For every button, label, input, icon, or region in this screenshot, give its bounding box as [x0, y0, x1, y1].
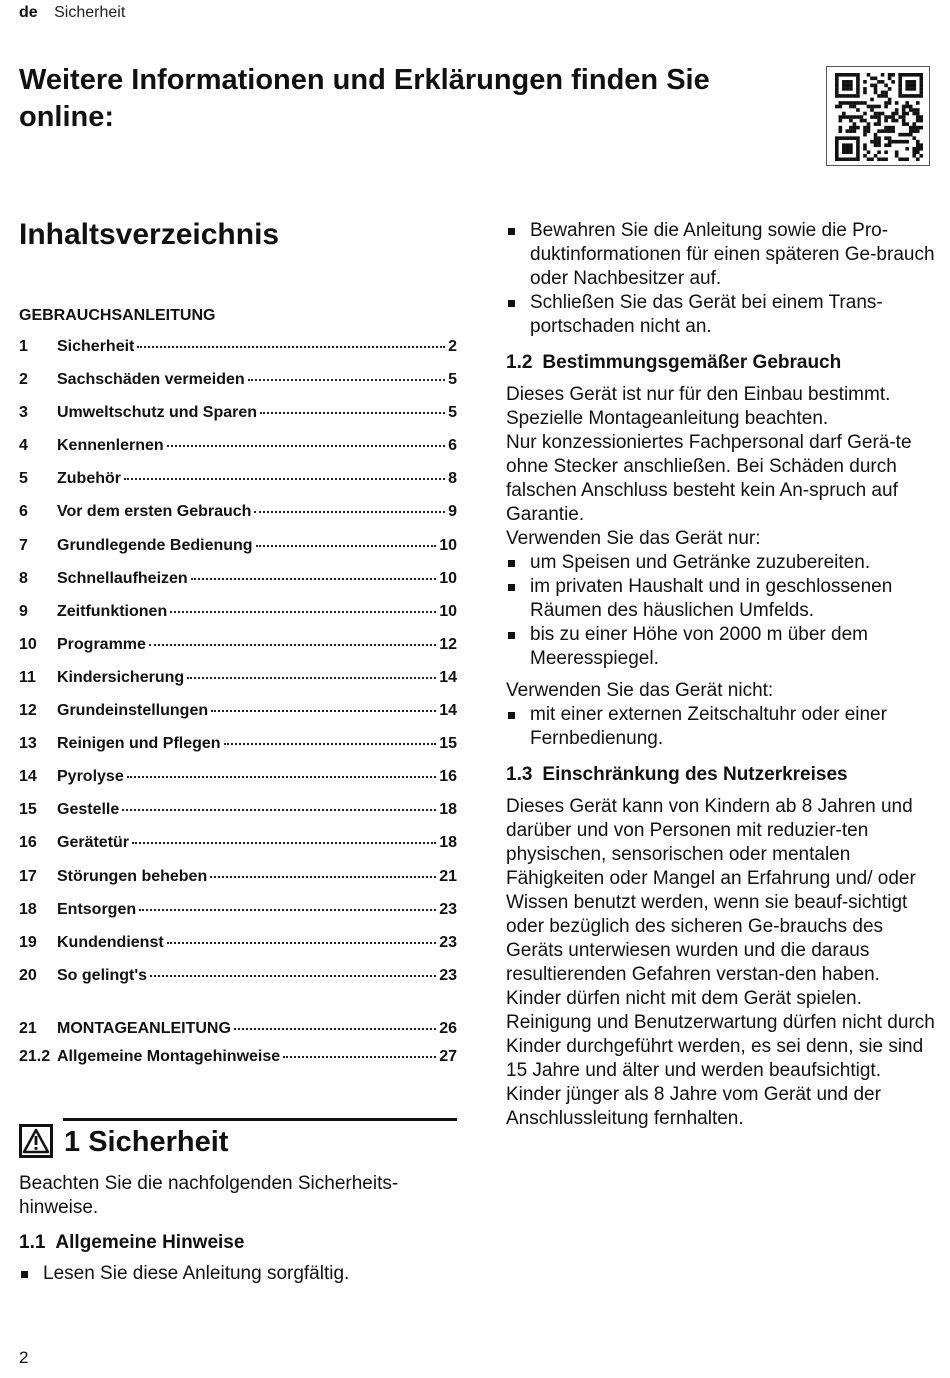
toc-entry-page: 18 [439, 834, 457, 852]
toc-entry-page: 14 [439, 702, 457, 720]
toc-entry-number: 8 [19, 569, 28, 587]
toc-entry[interactable] [19, 768, 457, 801]
toc-leader-dots [191, 578, 437, 580]
toc-entry-page: 8 [448, 470, 457, 488]
toc-entry-title: Entsorgen [57, 900, 137, 918]
toc-entry-title: Sachschäden vermeiden [57, 371, 245, 389]
toc-leader-dots [150, 975, 436, 977]
toc-entry-title: Vor dem ersten Gebrauch [57, 503, 252, 521]
page-number: 2 [19, 1348, 29, 1367]
toc-leader-dots [187, 677, 436, 679]
toc-entry-number: 15 [19, 801, 37, 819]
list-item: bis zu einer Höhe von 2000 m über dem Meeresspiegel. [506, 623, 940, 671]
toc-entry-title: Programme [57, 635, 146, 653]
header-section: Sicherheit [54, 4, 126, 21]
toc-entry-title: MONTAGEANLEITUNG [57, 1020, 231, 1037]
toc-list [19, 338, 457, 1000]
toc-entry[interactable] [19, 801, 457, 834]
subheading-einschraenkung-nutzerkreis [506, 763, 940, 787]
toc-entry-number: 12 [19, 702, 37, 720]
toc-entry-page: 9 [448, 503, 457, 521]
toc-leader-dots [170, 611, 436, 613]
toc-entry-number: 3 [19, 404, 28, 422]
toc-entry-title: Grundeinstellungen [57, 702, 209, 720]
toc-subheading: GEBRAUCHSANLEITUNG [19, 307, 216, 324]
toc-entry-number: 11 [19, 668, 36, 686]
toc-entry-number: 9 [19, 602, 28, 620]
subheading-number: 1.1 [19, 1232, 46, 1253]
paragraph: Kinder jünger als 8 Jahre vom Gerät und der Anschlussleitung fernhalten. [506, 1084, 881, 1129]
section-heading-sicherheit [64, 1126, 228, 1159]
list-item: Schließen Sie das Gerät bei einem Trans-portschaden nicht an. [506, 291, 940, 339]
toc-entry-number: 20 [19, 966, 37, 984]
section-number: 1 [64, 1126, 81, 1158]
toc-entry-number: 7 [19, 536, 28, 554]
toc-leader-dots [224, 743, 437, 745]
toc-entry[interactable] [19, 735, 457, 768]
toc-entry[interactable] [19, 702, 457, 735]
toc-list-montage [19, 1020, 457, 1076]
subheading-title: Bestimmungsgemäßer Gebrauch [542, 352, 842, 373]
subheading-number: 1.2 [506, 352, 533, 373]
toc-entry[interactable] [19, 1020, 457, 1048]
toc-entry[interactable] [19, 537, 457, 570]
toc-entry-number: 21.2 [19, 1048, 51, 1065]
toc-entry-number: 14 [19, 768, 37, 786]
toc-entry-title: Sicherheit [57, 338, 135, 355]
toc-leader-dots [211, 710, 436, 712]
toc-leader-dots [256, 545, 437, 547]
toc-entry-title: Zubehör [57, 470, 121, 488]
paragraph: Reinigung und Benutzerwartung dürfen nicht durch Kinder durchgeführt werden, es sei denn, sie sind 15 Jahre und älter und werden beaufsichtigt. [506, 1012, 935, 1081]
toc-entry-page: 23 [439, 900, 457, 918]
toc-leader-dots [260, 412, 445, 414]
toc-entry-title: Schnellaufheizen [57, 569, 188, 587]
toc-entry[interactable] [19, 503, 457, 536]
toc-entry-page: 23 [439, 933, 457, 951]
toc-entry[interactable] [19, 868, 457, 901]
toc-entry-number: 4 [19, 437, 28, 455]
toc-entry-page: 14 [439, 668, 457, 686]
toc-leader-dots [254, 511, 445, 513]
toc-entry[interactable] [19, 338, 457, 371]
paragraph: Verwenden Sie das Gerät nur: [506, 528, 761, 549]
toc-entry-title: Grundlegende Bedienung [57, 536, 253, 554]
paragraph: Kinder dürfen nicht mit dem Gerät spielen. [506, 988, 862, 1009]
toc-entry-number: 6 [19, 503, 28, 521]
subheading-title: Allgemeine Hinweise [55, 1232, 245, 1253]
toc-entry-number: 21 [19, 1020, 37, 1037]
toc-leader-dots [210, 876, 436, 878]
toc-entry[interactable] [19, 669, 457, 702]
toc-entry-page: 5 [448, 371, 457, 389]
toc-entry-number: 10 [19, 635, 37, 653]
toc-entry-page: 21 [439, 867, 457, 885]
paragraph: Verwenden Sie das Gerät nicht: [506, 680, 774, 701]
toc-entry-number: 16 [19, 834, 37, 852]
toc-entry-page: 15 [439, 735, 457, 753]
paragraph: Nur konzessioniertes Fachpersonal darf Gerä-te ohne Stecker anschließen. Bei Schäden durch falschen Anschluss besteht kein An-spruch auf Garantie. [506, 432, 912, 525]
paragraph: Dieses Gerät ist nur für den Einbau bestimmt. Spezielle Montageanleitung beachten. [506, 384, 891, 429]
toc-entry-page: 12 [439, 635, 457, 653]
list-item: Lesen Sie diese Anleitung sorgfältig. [19, 1262, 459, 1286]
toc-entry-number: 13 [19, 735, 37, 753]
toc-leader-dots [167, 942, 437, 944]
toc-entry[interactable] [19, 1048, 457, 1076]
toc-entry[interactable] [19, 603, 457, 636]
toc-entry-number: 1 [19, 338, 28, 355]
toc-entry-page: 23 [439, 966, 457, 984]
toc-entry-number: 17 [19, 867, 37, 885]
toc-entry[interactable] [19, 437, 457, 470]
running-header [19, 4, 125, 22]
toc-leader-dots [248, 379, 445, 381]
toc-entry[interactable] [19, 901, 457, 934]
toc-entry-number: 5 [19, 470, 28, 488]
toc-entry-page: 18 [439, 801, 457, 819]
toc-leader-dots [234, 1028, 436, 1030]
list-item: mit einer externen Zeitschaltuhr oder einer Fernbedienung. [506, 703, 940, 751]
toc-entry-number: 19 [19, 933, 37, 951]
warning-icon [19, 1124, 53, 1158]
toc-entry-title: Gerätetür [57, 834, 130, 852]
toc-entry-title: Störungen beheben [57, 867, 208, 885]
toc-entry-title: Kindersicherung [57, 668, 185, 686]
right-column [506, 219, 940, 1131]
toc-entry-page: 10 [439, 569, 457, 587]
subheading-bestimmungsgemaesser-gebrauch [506, 351, 940, 375]
subheading-number: 1.3 [506, 764, 533, 785]
subheading-allgemeine-hinweise [19, 1232, 244, 1254]
toc-entry-title: Umweltschutz und Sparen [57, 404, 258, 422]
toc-leader-dots [132, 842, 436, 844]
section-title: Sicherheit [88, 1126, 229, 1158]
toc-entry-title: So gelingt's [57, 966, 148, 984]
toc-leader-dots [137, 346, 445, 348]
toc-leader-dots [124, 478, 445, 480]
toc-entry[interactable] [19, 834, 457, 867]
toc-leader-dots [127, 776, 436, 778]
bullet-list-left [19, 1262, 459, 1286]
toc-entry-page: 2 [448, 338, 457, 355]
toc-entry-number: 18 [19, 900, 37, 918]
toc-entry[interactable] [19, 934, 457, 967]
toc-entry-title: Kundendienst [57, 933, 164, 951]
list-item: um Speisen und Getränke zuzubereiten. [506, 551, 940, 575]
toc-entry-title: Zeitfunktionen [57, 602, 168, 620]
language-code: de [19, 4, 38, 21]
toc-entry[interactable] [19, 570, 457, 603]
qr-code[interactable] [826, 66, 930, 166]
toc-entry-page: 10 [439, 536, 457, 554]
main-title: Weitere Informationen und Erklärungen finden Sie online: [19, 64, 710, 133]
list-item: im privaten Haushalt und in geschlossenen Räumen des häuslichen Umfelds. [506, 575, 940, 623]
toc-entry-title: Gestelle [57, 801, 120, 819]
qr-code-icon [835, 73, 923, 161]
toc-entry[interactable] [19, 371, 457, 404]
section-rule [63, 1118, 457, 1121]
toc-leader-dots [283, 1056, 436, 1058]
toc-entry-title: Reinigen und Pflegen [57, 735, 221, 753]
toc-entry-page: 26 [439, 1020, 457, 1037]
toc-entry-page: 27 [439, 1048, 457, 1065]
toc-entry-page: 10 [439, 602, 457, 620]
paragraph: Dieses Gerät kann von Kindern ab 8 Jahren und darüber und von Personen mit reduzier-ten physischen, sensorischen oder mentalen Fähigkeiten oder Mangel an Erfahrung und/ oder Wissen benutzt werden, wenn sie beauf-sichtigt oder bezüglich des sicheren Ge-brauchs des Geräts unterwiesen wurden und die daraus resultierenden Gefahren verstan-den haben. [506, 796, 916, 985]
toc-entry-page: 6 [448, 437, 457, 455]
toc-entry-page: 5 [448, 404, 457, 422]
toc-entry-title: Pyrolyse [57, 768, 124, 786]
subheading-title: Einschränkung des Nutzerkreises [542, 764, 848, 785]
toc-entry-title: Allgemeine Montagehinweise [57, 1048, 281, 1065]
list-item: Bewahren Sie die Anleitung sowie die Pro-duktinformationen für einen späteren Ge-brauch oder Nachbesitzer auf. [506, 219, 940, 291]
toc-heading: Inhaltsverzeichnis [19, 218, 280, 251]
toc-leader-dots [167, 445, 445, 447]
toc-leader-dots [139, 909, 436, 911]
toc-entry[interactable] [19, 470, 457, 503]
toc-entry-page: 16 [439, 768, 457, 786]
toc-entry-number: 2 [19, 371, 28, 389]
toc-entry[interactable] [19, 636, 457, 669]
toc-entry[interactable] [19, 404, 457, 437]
toc-entry[interactable] [19, 967, 457, 1000]
section-intro: Beachten Sie die nachfolgenden Sicherheits-hinweise. [19, 1173, 399, 1218]
toc-leader-dots [149, 644, 436, 646]
toc-entry-title: Kennenlernen [57, 437, 164, 455]
toc-leader-dots [122, 809, 436, 811]
